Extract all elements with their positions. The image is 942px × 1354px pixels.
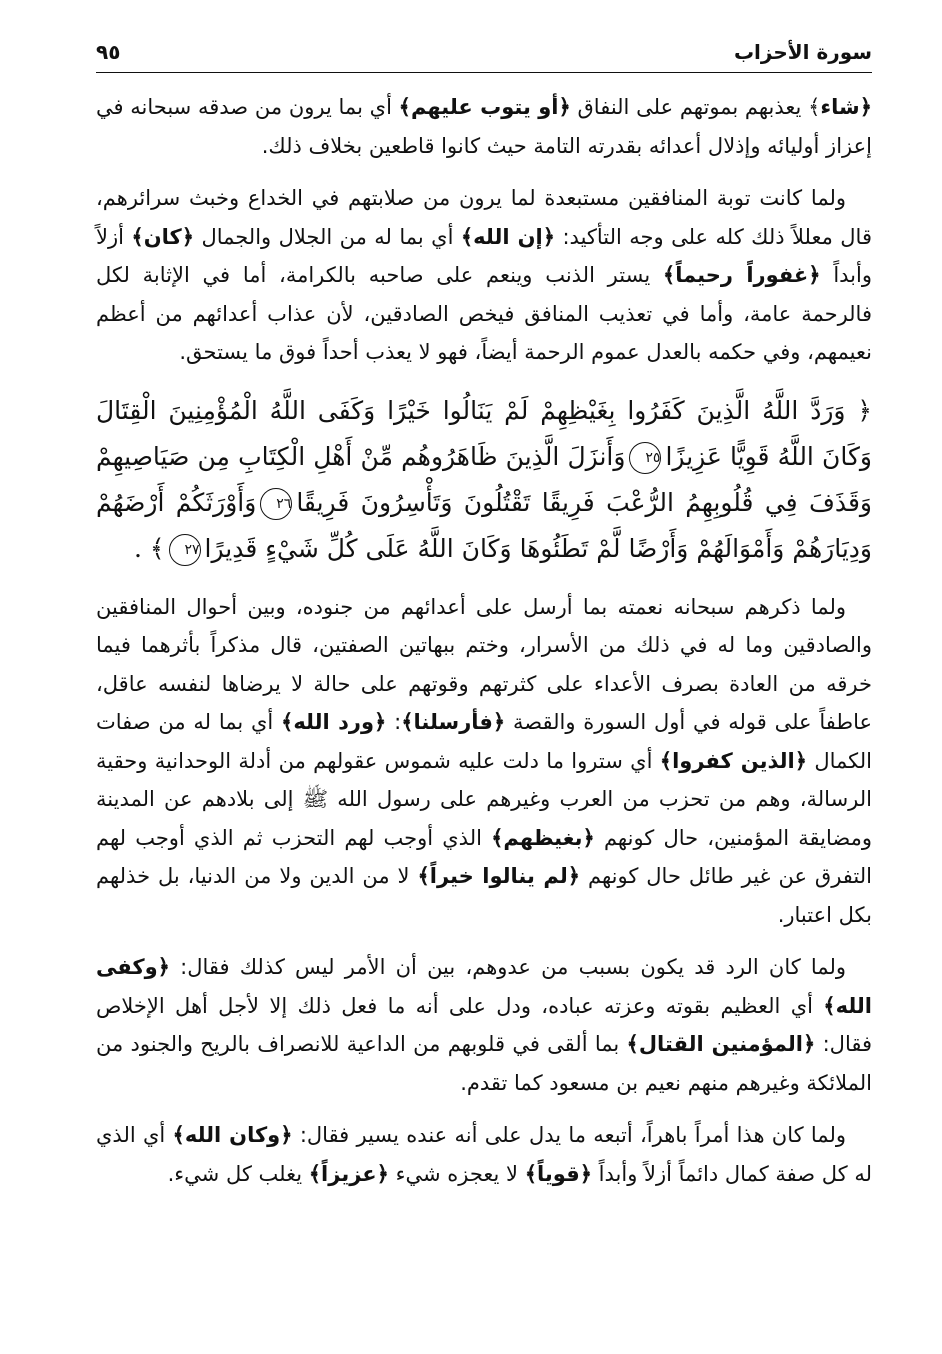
quote-shaa: شاء xyxy=(820,95,860,119)
quote: ﴿عزيزاً﴾ xyxy=(308,1161,389,1186)
text: يغلب كل شيء. xyxy=(167,1161,309,1186)
verse-close: ﴾ . xyxy=(133,533,165,563)
text: أي الذي له كل صفة كمال دائماً أزلاً وأبداً xyxy=(96,1123,872,1186)
verse-text: وَأَنزَلَ الَّذِينَ ظَاهَرُوهُم مِّنْ أَهْلِ الْكِتَابِ مِن صَيَاصِيهِمْ وَقَذَفَ فِي قُلُوبِهِمُ الرُّعْبَ فَرِيقًا تَقْتُلُونَ وَتَأْسِرُونَ فَرِيقًا xyxy=(96,441,873,517)
paragraph-1 xyxy=(96,88,872,165)
surah-title: سورة الأحزاب xyxy=(733,40,872,64)
quote: ﴿أو يتوب عليهم﴾ xyxy=(398,95,571,119)
quote: ﴿وكان الله﴾ xyxy=(172,1123,293,1147)
text: ﴾ يعذبهم بموتهم على النفاق xyxy=(570,95,821,119)
text: أي بما يرون من صدقه سبحانه في إعزاز أوليائه وإذلال أعدائه بقدرته التامة حيث كانوا قاطعين بخلاف ذلك. xyxy=(96,95,872,158)
header-divider xyxy=(96,72,872,73)
quote: ﴿لم ينالوا خيراً﴾ xyxy=(417,864,581,888)
page-number: ٩٥ xyxy=(96,40,121,64)
quote: ﴿غفوراً رحيماً﴾ xyxy=(662,263,821,287)
paragraph-5 xyxy=(96,1116,872,1193)
quote: ﴿ورد الله﴾ xyxy=(281,710,387,734)
verse-number: ٢٦ xyxy=(260,488,292,520)
text: أي بما له من الجلال والجمال xyxy=(194,224,461,249)
paragraph-2 xyxy=(96,179,872,372)
page-body xyxy=(96,88,872,1207)
text: أي ستروا ما دلت عليه شموس عقولهم من أدلة الوحدانية وحقية الرسالة، وهم من تحزب من العرب وغيرهم على رسول الله ﷺ إلى بلادهم عن المدينة ومضايقة المؤمنين، حال كونهم xyxy=(96,748,872,850)
text: : xyxy=(386,710,402,734)
quote: ﴿كان﴾ xyxy=(131,224,195,249)
text: ولما كانت توبة المنافقين مستبعدة لما يرون من صلابتهم في الخداع وخبث سرائرهم، قال معللاً ذلك كله على وجه التأكيد: xyxy=(96,186,872,249)
text: يستر الذنب وينعم على صاحبه بالكرامة، أما في الإثابة لكل فالرحمة عامة، وأما في تعذيب المنافق فيخص الصادقين، لأن عذاب أعدائهم من أعظم نعيمهم، وفي حكمه بالعدل عموم الرحمة أيضاً، فهو لا يعذب أحداً فوق ما يستحق. xyxy=(96,263,872,364)
quran-verse-block xyxy=(96,388,872,572)
text: الذي أوجب لهم التحزب ثم الذي أوجب لهم التفرق عن غير طائل حال كونهم xyxy=(96,825,872,888)
quote: ﴿الذين كفروا﴾ xyxy=(659,748,807,773)
text: ولما كان الرد قد يكون بسبب من عدوهم، بين أن الأمر ليس كذلك فقال: xyxy=(169,955,846,979)
quote: ﴿قوياً﴾ xyxy=(524,1161,592,1186)
quote: ﴿المؤمنين القتال﴾ xyxy=(626,1032,816,1056)
paragraph-3 xyxy=(96,588,872,935)
text: أي بما له من صفات الكمال xyxy=(96,710,872,773)
verse-text: وَأَوْرَثَكُمْ أَرْضَهُمْ وَدِيَارَهُمْ وَأَمْوَالَهُمْ وَأَرْضًا لَّمْ تَطَئُوهَا وَكَانَ اللَّهُ عَلَى كُلِّ شَيْءٍ قَدِيرًا xyxy=(96,487,872,563)
text: أي العظيم بقوته وعزته عباده، ودل على أنه ما فعل ذلك إلا لأجل أهل الإخلاص فقال: xyxy=(96,993,872,1056)
quote-open: ﴿ xyxy=(859,95,873,119)
verse-open: ﴿ xyxy=(857,395,872,425)
text: ولما ذكرهم سبحانه نعمته بما أرسل على أعدائهم من جنوده، وبين أحوال المنافقين والصادقين وما له في ذلك من الأسرار، وختم ببهاتين الصفتين، قال مذكراً بأثرهما فيما خرقه من العادة بصرف الأعداء على كثرتهم وقوتهم على حالة لا يرضاها لنفسه عاقل، عاطفاً على قوله في أول السورة والقصة xyxy=(96,594,872,734)
text: لا يعجزه شيء xyxy=(388,1161,525,1186)
quote: ﴿وكفى الله﴾ xyxy=(96,955,872,1018)
verse-number: ٢٧ xyxy=(169,534,201,566)
text: أزلاً وأبداً xyxy=(96,224,872,287)
paragraph-4 xyxy=(96,948,872,1102)
verse-number: ٢٥ xyxy=(629,442,661,474)
text: بما ألقى في قلوبهم من الداعية للانصراف بالريح والجنود من الملائكة وغيرهم منهم نعيم بن مسعود كما تقدم. xyxy=(96,1032,872,1095)
text: ولما كان هذا أمراً باهراً، أتبعه ما يدل على أنه عنده يسير فقال: xyxy=(292,1123,846,1147)
verse-text: وَرَدَّ اللَّهُ الَّذِينَ كَفَرُوا بِغَيْظِهِمْ لَمْ يَنَالُوا خَيْرًا وَكَفَى اللَّهُ الْمُؤْمِنِينَ الْقِتَالَ وَكَانَ اللَّهُ قَوِيًّا عَزِيزًا xyxy=(96,395,872,471)
text: لا من الدين ولا من الدنيا، بل خذلهم بكل اعتبار. xyxy=(96,864,872,927)
quote: ﴿إن الله﴾ xyxy=(460,224,556,249)
page-header xyxy=(96,38,872,68)
quote: ﴿فأرسلنا﴾ xyxy=(401,710,506,734)
quote: ﴿بغيظهم﴾ xyxy=(491,825,595,850)
